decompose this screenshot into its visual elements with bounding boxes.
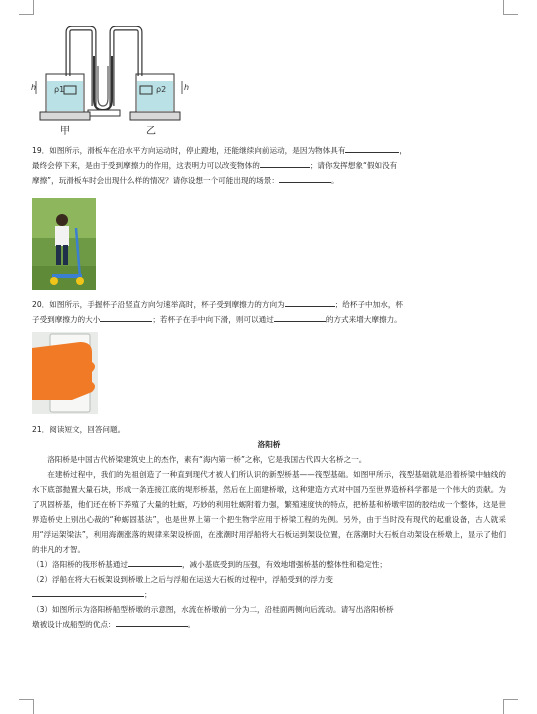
q19-blank-2[interactable] xyxy=(260,158,310,168)
liquid-pressure-svg xyxy=(28,26,238,140)
h-left-label: h xyxy=(31,83,37,92)
q19-line2a: 最终会停下来，是由于受到摩擦力的作用，这表明力可以改变物体的 xyxy=(32,161,260,170)
q20-line2c: 的方式来增大摩擦力。 xyxy=(325,315,402,324)
hand xyxy=(32,342,95,400)
label-jia: 甲 xyxy=(60,126,70,137)
q21-s3a: （3）如图所示为洛阳桥船型桥墩的示意图，水流在桥墩前一分为二，沿桂面两侧向后流动。请写出洛阳桥桥 xyxy=(32,605,394,614)
q21-s2: （2）浮船在将大石板架设到桥墩上之后与浮船在运送大石板的过程中，浮船受到的浮力变 xyxy=(32,575,333,584)
scooter-photo xyxy=(32,198,96,290)
q19-blank-3[interactable] xyxy=(279,173,331,183)
q19-line3: 摩擦”，玩滑板车时会出现什么样的情况？请你设想一个可能出现的场景： xyxy=(32,176,279,185)
q21-blank-3[interactable] xyxy=(116,617,188,627)
q21-intro: 21．阅读短文，回答问题。 xyxy=(32,425,126,434)
q21-blank-1[interactable] xyxy=(128,557,182,567)
u-tube xyxy=(94,56,112,110)
h-right-label: h xyxy=(184,83,190,92)
child-shirt xyxy=(55,226,69,246)
q19-blank-1[interactable] xyxy=(345,143,399,153)
label-yi: 乙 xyxy=(146,126,156,137)
q20-line2b: ；若杯子在手中向下滑，则可以通过 xyxy=(152,315,274,324)
hand-cup-photo xyxy=(32,332,98,414)
child-head xyxy=(56,214,68,226)
q19-line1: 19．如图所示，滑板车在沿水平方向运动时，停止蹬地，还能继续向前运动，是因为物体具有 xyxy=(32,146,346,155)
question-21: 21．阅读短文，回答问题。 洛阳桥 洛阳桥是中国古代桥梁建筑史上的杰作，素有“海内第一桥”之称，它是我国古代四大名桥之一。 在建桥过程中，我们的先祖创造了一种直到现代才被人们所认识的新型桥基——筏型基础。如图甲所示，筏型基础就是沿着桥梁中轴线的水下底部抛置大量石块，形成一条连接江底的堤形桥基，然后在上面建桥墩，这种建造方式对中国乃至世界造桥科学都是一个伟大的贡献。为了巩固桥基，他们还在桥下养殖了大量的牡蛎，巧妙的利用牡蛎附着力强，繁殖速度快的特点，把桥基和桥墩牢固的胶结成一个整体，这是世界造桥史上别出心裁的“种蛎固基法”，也是世界上第一个把生物学应用于桥梁工程的先例。另外，由于当时没有现代的起重设备，古人就采用“浮运架梁法”，利用海潮涨落的规律来架设桥面，在涨潮时用浮船将大石板运到架设位置，在落潮时大石板自动架设在桥墩上，显示了他们的非凡的才智。 （1）洛阳桥的筏形桥基通过 ，减小基底受到的压强，有效地增强桥基的整体性和稳定性； （2）浮船在将大石板架设到桥墩上之后与浮船在运送大石板的过程中，浮船受到的浮力变 ； （3）如图所示为洛阳桥船型桥墩的示意图，水流在桥墩前一分为二，沿桂面两侧向后流动。请写出洛阳桥桥 墩被设计成船型的优点： 。 xyxy=(32,422,506,632)
child-leg-left xyxy=(56,245,61,265)
liquid-pressure-figure xyxy=(28,26,238,140)
u-tube-stand xyxy=(88,110,120,116)
crop-mark-top-right xyxy=(503,0,518,15)
q21-s1a: （1）洛阳桥的筏形桥基通过 xyxy=(32,560,128,569)
hand-cup-svg xyxy=(32,332,98,414)
scooter-wheel-front xyxy=(76,277,84,285)
rho1-label: ρ1 xyxy=(54,85,65,94)
u-tube-liquid xyxy=(98,66,108,106)
question-19: 19．如图所示，滑板车在沿水平方向运动时，停止蹬地，还能继续向前运动，是因为物体具有 ， 最终会停下来，是由于受到摩擦力的作用，这表明力可以改变物体的 ；请你发挥想象“假如没有 摩擦”，玩滑板车时会出现什么样的情况？请你设想一个可能出现的场景： 。 xyxy=(32,143,506,188)
scooter-deck xyxy=(52,274,82,278)
q20-blank-3[interactable] xyxy=(274,312,326,322)
question-20 xyxy=(32,297,506,327)
q21-blank-2[interactable] xyxy=(32,587,144,597)
q19-line2b: ；请你发挥想象“假如没有 xyxy=(309,161,398,170)
scooter-wheel-back xyxy=(50,277,58,285)
q20-line2a: 子受到摩擦力的大小 xyxy=(32,315,101,324)
article-p1: 洛阳桥是中国古代桥梁建筑史上的杰作，素有“海内第一桥”之称，它是我国古代四大名桥之一。 xyxy=(47,455,367,464)
crop-mark-top-left xyxy=(19,0,34,15)
q20-blank-2[interactable] xyxy=(100,312,152,322)
base-left xyxy=(40,112,90,120)
q20-blank-1[interactable] xyxy=(285,297,335,307)
crop-mark-bottom-left xyxy=(19,699,34,714)
article-title: 洛阳桥 xyxy=(257,440,281,449)
scooter-photo-svg xyxy=(32,198,96,290)
q21-s3b: 墩被设计成船型的优点： xyxy=(32,620,116,629)
q20-line1b: ；给杯子中加水，杯 xyxy=(334,300,404,309)
base-right xyxy=(130,112,180,120)
child-leg-right xyxy=(63,245,68,265)
q21-s1b: ，减小基底受到的压强，有效地增强桥基的整体性和稳定性； xyxy=(181,560,387,569)
q20-line1a: 20．如图所示，手握杯子沿竖直方向匀速举高时，杯子受到摩擦力的方向为 xyxy=(32,300,285,309)
crop-mark-bottom-right xyxy=(503,699,518,714)
article-p2: 在建桥过程中，我们的先祖创造了一种直到现代才被人们所认识的新型桥基——筏型基础。如图甲所示，筏型基础就是沿着桥梁中轴线的水下底部抛置大量石块，形成一条连接江底的堤形桥基，然后在上面建桥墩，这种建造方式对中国乃至世界造桥科学都是一个伟大的贡献。为了巩固桥基，他们还在桥下养殖了大量的牡蛎，巧妙的利用牡蛎附着力强，繁殖速度快的特点，把桥基和桥墩牢固的胶结成一个整体，这是世界造桥史上别出心裁的“种蛎固基法”，也是世界上第一个把生物学应用于桥梁工程的先例。另外，由于当时没有现代的起重设备，古人就采用“浮运架梁法”，利用海潮涨落的规律来架设桥面，在涨潮时用浮船将大石板运到架设位置，在落潮时大石板自动架设在桥墩上，显示了他们的非凡的才智。 xyxy=(32,470,506,554)
rho2-label: ρ2 xyxy=(156,85,167,94)
